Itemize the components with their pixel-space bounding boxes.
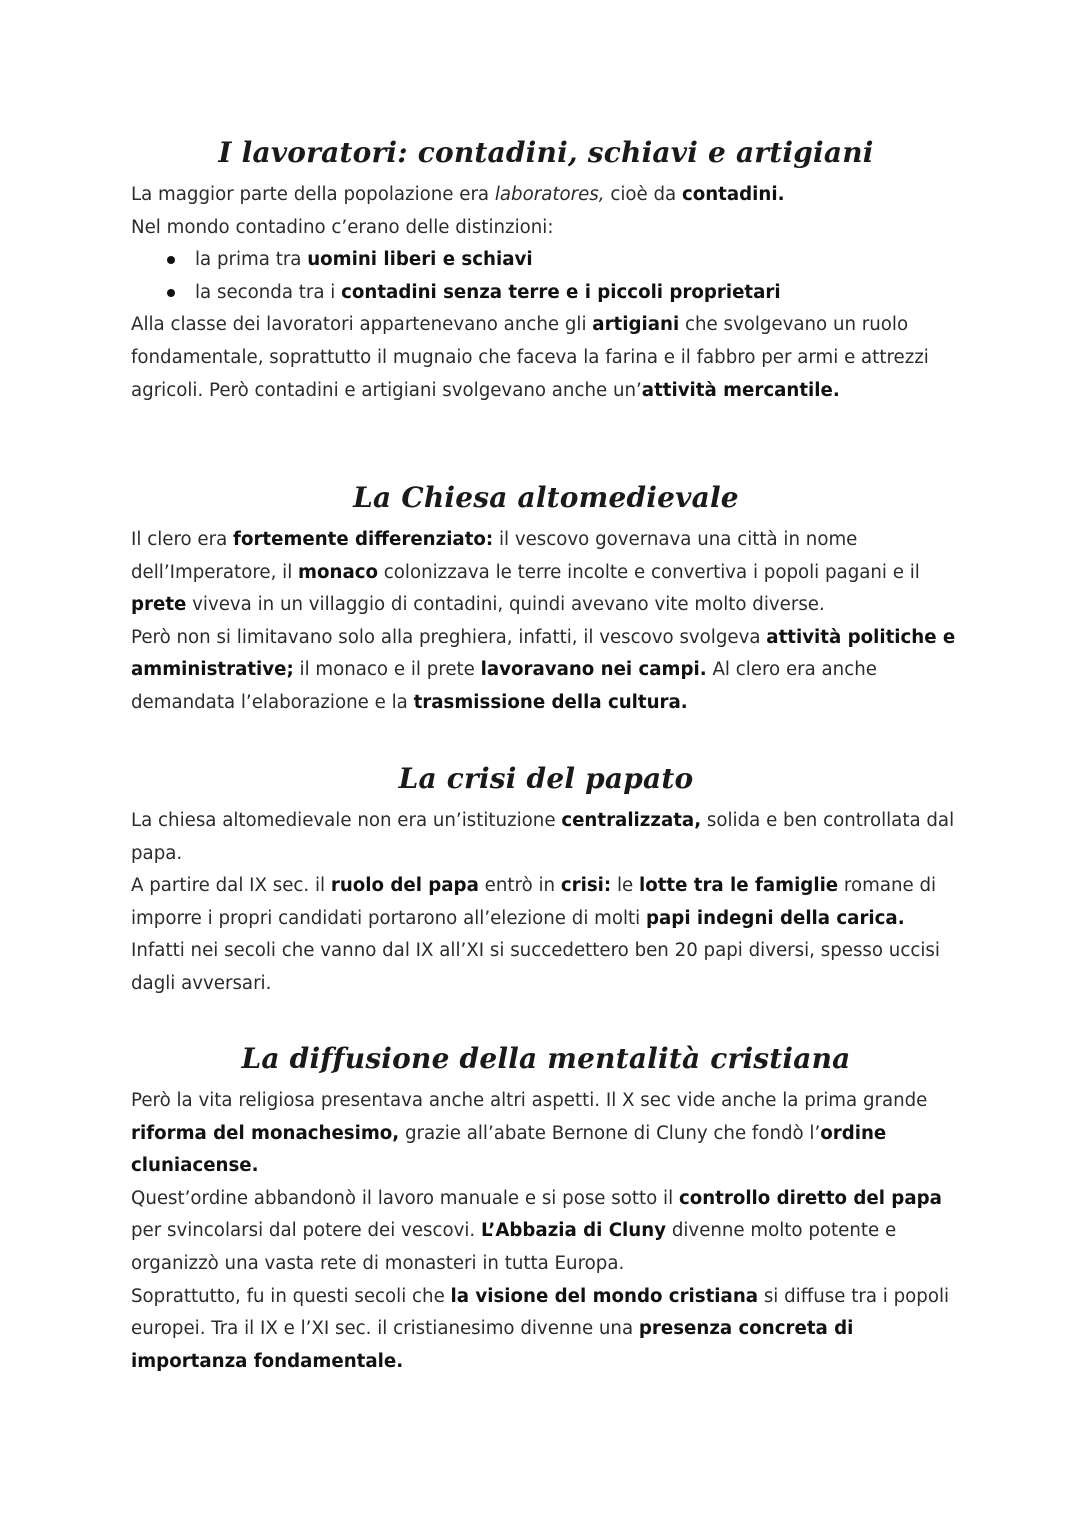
paragraph: Però la vita religiosa presentava anche altri aspetti. Il X sec vide anche la prima grande riforma del monachesimo, grazie all’abate Bernone di Cluny che fondò l’ordine cluniacense. — [131, 1090, 928, 1177]
bullet-icon — [167, 289, 175, 297]
paragraph: Però non si limitavano solo alla preghiera, infatti, il vescovo svolgeva attività politiche e amministrative; il monaco e il prete lavoravano nei campi. Al clero era anche demandata l’elaborazione e la trasmissione della cultura. — [131, 626, 956, 713]
bullet-list — [131, 244, 961, 309]
section-crisi-papato — [131, 759, 961, 1001]
section-title: La crisi del papato — [398, 762, 694, 795]
paragraph: Nel mondo contadino c’erano delle distinzioni: — [131, 216, 554, 238]
list-item: la seconda tra i contadini senza terre e i piccoli proprietari — [167, 277, 961, 310]
paragraph: Il clero era fortemente differenziato: il vescovo governava una città in nome dell’Imperatore, il monaco colonizzava le terre incolte e convertiva i popoli pagani e il prete viveva in un villaggio di contadini, quindi avevano vite molto diverse. — [131, 529, 920, 616]
paragraph: Quest’ordine abbandonò il lavoro manuale e si pose sotto il controllo diretto del papa per svincolarsi dal potere dei vescovi. L’Abbazia di Cluny divenne molto potente e organizzò una vasta rete di monasteri in tutta Europa. — [131, 1187, 942, 1274]
paragraph: Soprattutto, fu in questi secoli che la visione del mondo cristiana si diffuse tra i popoli europei. Tra il IX e l’XI sec. il cristianesimo divenne una presenza concreta di importanza fondamentale. — [131, 1285, 950, 1372]
paragraph: Alla classe dei lavoratori appartenevano anche gli artigiani che svolgevano un ruolo fondamentale, soprattutto il mugnaio che faceva la farina e il fabbro per armi e attrezzi agricoli. Però contadini e artigiani svolgevano anche un’attività mercantile. — [131, 314, 929, 401]
list-item: la prima tra uomini liberi e schiavi — [167, 244, 961, 277]
bullet-icon — [167, 256, 175, 264]
section-title: La diffusione della mentalità cristiana — [241, 1042, 851, 1075]
paragraph: Infatti nei secoli che vanno dal IX all’XI si succedettero ben 20 papi diversi, spesso uccisi dagli avversari. — [131, 940, 940, 994]
paragraph: La maggior parte della popolazione era laboratores, cioè da contadini. — [131, 184, 785, 205]
section-title: La Chiesa altomedievale — [353, 481, 739, 514]
paragraph: La chiesa altomedievale non era un’istituzione centralizzata, solida e ben controllata dal papa. — [131, 810, 955, 864]
section-title: I lavoratori: contadini, schiavi e artigiani — [218, 136, 874, 169]
paragraph: A partire dal IX sec. il ruolo del papa entrò in crisi: le lotte tra le famiglie romane di imporre i propri candidati portarono all’elezione di molti papi indegni della carica. — [131, 875, 937, 929]
section-lavoratori — [131, 133, 961, 407]
section-chiesa-altomedievale — [131, 478, 961, 720]
section-diffusione-mentalita — [131, 1039, 961, 1378]
